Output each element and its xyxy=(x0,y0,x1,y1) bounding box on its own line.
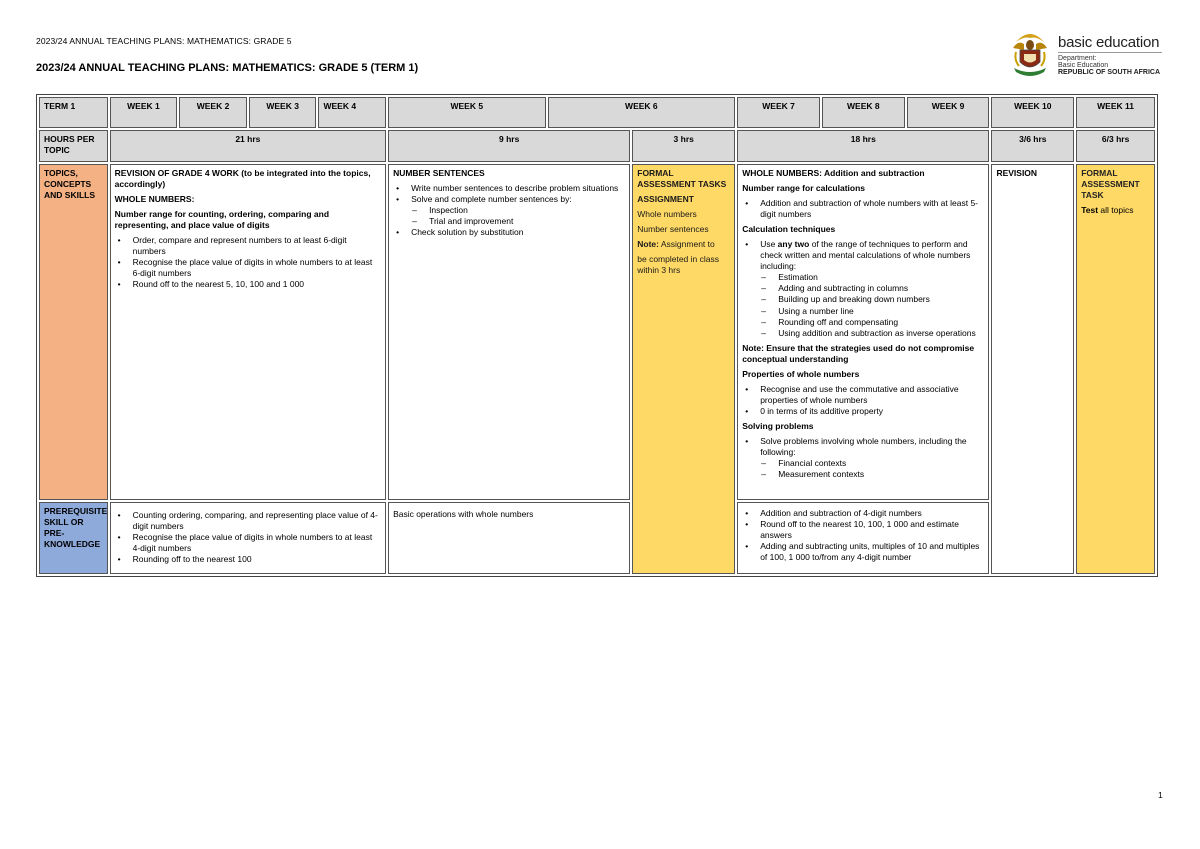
technique-dash-list xyxy=(760,272,984,338)
test-label: Test xyxy=(1081,205,1099,216)
department-logo xyxy=(1010,28,1162,80)
text-run: Use xyxy=(760,239,778,250)
running-head: 2023/24 ANNUAL TEACHING PLANS: MATHEMATICS: GRADE 5 xyxy=(36,36,292,46)
assignment-note-continued: be completed in class within 3 hrs xyxy=(637,254,719,276)
hours-row xyxy=(39,130,1155,162)
revision-heading: REVISION OF GRADE 4 WORK (to be integrated into the topics, accordingly) xyxy=(114,168,371,190)
number-sentences-cell xyxy=(388,164,630,500)
hours-assessment: 3 hrs xyxy=(632,130,735,162)
list-item xyxy=(411,194,625,227)
formal-assessment-heading: FORMAL ASSESSMENT TASKS xyxy=(637,168,727,190)
list-item: • Write number sentences to describe problem situations xyxy=(411,183,625,194)
solving-problems-heading: Solving problems xyxy=(742,420,814,431)
contexts-list xyxy=(760,458,984,480)
revision-cell xyxy=(110,164,386,500)
hours-week-11: 6/3 hrs xyxy=(1076,130,1155,162)
page-title: 2023/24 ANNUAL TEACHING PLANS: MATHEMATICS: GRADE 5 (TERM 1) xyxy=(36,62,419,74)
calculation-techniques-heading: Calculation techniques xyxy=(742,224,836,235)
topics-row xyxy=(39,164,1155,500)
week-10-header: WEEK 10 xyxy=(991,97,1074,128)
list-item: • Recognise the place value of digits in whole numbers to at least 4-digit numbers xyxy=(133,532,381,554)
list-item: • Round off to the nearest 5, 10, 100 and 1 000 xyxy=(133,279,381,290)
list-item: – Rounding off and compensating xyxy=(778,317,984,328)
week-2-header: WEEK 2 xyxy=(179,97,247,128)
coat-of-arms-icon xyxy=(1010,28,1050,80)
week-3-header: WEEK 3 xyxy=(249,97,317,128)
formal-assessment-week-11-cell xyxy=(1076,164,1155,574)
hours-week-10: 3/6 hrs xyxy=(991,130,1074,162)
list-item: – Using a number line xyxy=(778,306,984,317)
week-7-header: WEEK 7 xyxy=(737,97,820,128)
hours-weeks-5-6: 9 hrs xyxy=(388,130,630,162)
revision-week-10-cell: REVISION xyxy=(991,164,1074,574)
hours-label: HOURS PER TOPIC xyxy=(39,130,108,162)
method-list xyxy=(411,205,625,227)
calculation-range-heading: Number range for calculations xyxy=(742,183,865,194)
revision-list xyxy=(115,235,381,290)
number-range-heading: Number range for counting, ordering, comparing and representing, and place value of digits xyxy=(114,209,330,231)
techniques-list xyxy=(742,239,984,338)
week-11-header: WEEK 11 xyxy=(1076,97,1155,128)
prerequisite-weeks-7-9 xyxy=(737,502,989,574)
test-line xyxy=(1081,205,1150,216)
list-item xyxy=(760,239,984,338)
list-item: • Recognise and use the commutative and associative properties of whole numbers xyxy=(760,384,984,406)
list-item: – Measurement contexts xyxy=(778,469,984,480)
list-item: – Building up and breaking down numbers xyxy=(778,294,984,305)
list-item: • Recognise the place value of digits in whole numbers to at least 6-digit numbers xyxy=(133,257,381,279)
list-item: • Adding and subtracting units, multiples of 10 and multiples of 100, 1 000 to/from any 4-digit number xyxy=(760,541,984,563)
logo-line-1: Department: xyxy=(1058,55,1097,62)
week-6-header: WEEK 6 xyxy=(548,97,736,128)
list-item: – Trial and improvement xyxy=(429,216,625,227)
properties-heading: Properties of whole numbers xyxy=(742,368,860,379)
note-label: Note: xyxy=(637,239,659,250)
week-1-header: WEEK 1 xyxy=(110,97,178,128)
logo-line-2: Basic Education xyxy=(1058,62,1109,69)
term-label: TERM 1 xyxy=(39,97,108,128)
range-list xyxy=(742,198,984,220)
hours-weeks-1-4: 21 hrs xyxy=(110,130,386,162)
prerequisite-weeks-1-4 xyxy=(110,502,386,574)
problems-list xyxy=(742,436,984,480)
assignment-label: ASSIGNMENT xyxy=(637,194,694,205)
topics-label: TOPICS, CONCEPTS AND SKILLS xyxy=(39,164,108,500)
hours-weeks-7-9: 18 hrs xyxy=(737,130,989,162)
week-9-header: WEEK 9 xyxy=(907,97,990,128)
list-item: – Inspection xyxy=(429,205,625,216)
number-sentences-list xyxy=(393,183,625,238)
strategy-note: Note: Ensure that the strategies used do not compromise conceptual understanding xyxy=(742,342,975,364)
list-item: • 0 in terms of its additive property xyxy=(760,406,984,417)
text-run: of the range of techniques to perform and check written and mental calculations of whole numbers including: xyxy=(760,239,971,272)
week-8-header: WEEK 8 xyxy=(822,97,905,128)
list-item-text: Solve problems involving whole numbers, including the following: xyxy=(760,435,967,458)
week-5-header: WEEK 5 xyxy=(388,97,545,128)
list-item-text: Solve and complete number sentences by: xyxy=(411,194,572,205)
logo-rule xyxy=(1058,52,1162,53)
list-item: – Financial contexts xyxy=(778,458,984,469)
page-number: 1 xyxy=(1158,790,1163,800)
assignment-topic-2: Number sentences xyxy=(637,224,709,235)
test-text: all topics xyxy=(1098,205,1134,216)
whole-numbers-cell xyxy=(737,164,989,500)
logo-line-3: REPUBLIC OF SOUTH AFRICA xyxy=(1058,69,1161,76)
number-sentences-heading: NUMBER SENTENCES xyxy=(393,168,485,178)
week-4-header: WEEK 4 xyxy=(318,97,386,128)
list-item: – Estimation xyxy=(778,272,984,283)
prerequisite-list xyxy=(115,510,381,565)
list-item: • Addition and subtraction of whole numbers with at least 5-digit numbers xyxy=(760,198,984,220)
assignment-note xyxy=(637,239,730,250)
list-item: • Rounding off to the nearest 100 xyxy=(133,554,381,565)
prerequisite-label: PREREQUISITE SKILL OR PRE-KNOWLEDGE xyxy=(39,502,108,574)
list-item xyxy=(760,436,984,480)
formal-assessment-cell xyxy=(632,164,735,574)
whole-numbers-heading: WHOLE NUMBERS: Addition and subtraction xyxy=(742,168,925,178)
prerequisite-row xyxy=(39,502,1155,574)
assignment-topic-1: Whole numbers xyxy=(637,209,697,220)
whole-numbers-subheading: WHOLE NUMBERS: xyxy=(114,194,195,205)
note-text: Assignment to xyxy=(658,239,715,250)
weeks-row xyxy=(39,97,1155,128)
teaching-plan-table xyxy=(36,94,1158,577)
list-item: – Using addition and subtraction as inverse operations xyxy=(778,328,984,339)
list-item: • Check solution by substitution xyxy=(411,227,625,238)
list-item: – Adding and subtracting in columns xyxy=(778,283,984,294)
list-item: • Round off to the nearest 10, 100, 1 000 and estimate answers xyxy=(760,519,984,541)
list-item: • Order, compare and represent numbers to at least 6-digit numbers xyxy=(133,235,381,257)
prerequisite-weeks-5-6: Basic operations with whole numbers xyxy=(388,502,630,574)
properties-list xyxy=(742,384,984,417)
list-item: • Counting ordering, comparing, and representing place value of 4-digit numbers xyxy=(133,510,381,532)
text-run-bold: any two xyxy=(777,239,810,250)
list-item: • Addition and subtraction of 4-digit numbers xyxy=(760,508,984,519)
logo-brand: basic education xyxy=(1058,34,1160,51)
prerequisite-list xyxy=(742,508,984,563)
formal-task-heading: FORMAL ASSESSMENT TASK xyxy=(1081,168,1140,201)
